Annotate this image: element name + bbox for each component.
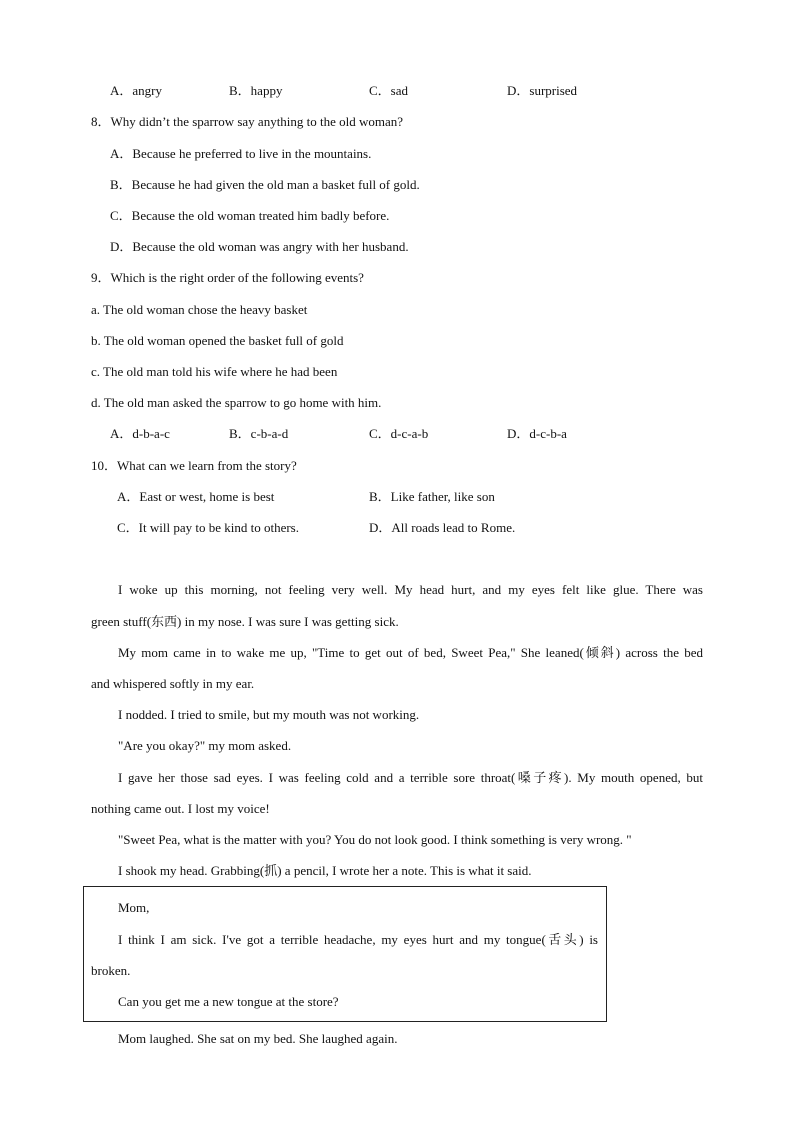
q8-option-c: C．Because the old woman treated him badly before. [110, 208, 390, 223]
passage-p7: I shook my head. Grabbing(抓) a pencil, I wrote her a note. This is what it said. [118, 863, 532, 878]
passage-p2-line2: and whispered softly in my ear. [91, 676, 255, 691]
q8-question: 8．Why didn’t the sparrow say anything to the old woman? [91, 114, 404, 129]
q9-question: 9．Which is the right order of the following events? [91, 270, 364, 285]
q10-option-d: D．All roads lead to Rome. [369, 520, 516, 535]
passage-p5-line2: nothing came out. I lost my voice! [91, 801, 270, 816]
q9-event-b: b. The old woman opened the basket full of gold [91, 333, 344, 348]
q10-question: 10．What can we learn from the story? [91, 458, 297, 473]
passage-p2-line1: My mom came in to wake me up, "Time to get out of bed, Sweet Pea," She leaned(倾斜) across the bed [118, 645, 703, 660]
q7-option-d: D．surprised [507, 83, 578, 98]
q8-option-a: A．Because he preferred to live in the mountains. [110, 146, 372, 161]
q9-option-d: D．d-c-b-a [507, 426, 567, 441]
passage-p6: "Sweet Pea, what is the matter with you? You do not look good. I think something is very wrong. " [118, 832, 632, 847]
q10-option-c: C．It will pay to be kind to others. [117, 520, 299, 535]
passage-p1-line1: I woke up this morning, not feeling very well. My head hurt, and my eyes felt like glue. There was [118, 582, 703, 597]
q7-option-c: C．sad [369, 83, 409, 98]
q8-option-d: D．Because the old woman was angry with her husband. [110, 239, 409, 254]
passage-p3: I nodded. I tried to smile, but my mouth was not working. [118, 707, 420, 722]
q9-event-a: a. The old woman chose the heavy basket [91, 302, 308, 317]
q9-option-c: C．d-c-a-b [369, 426, 429, 441]
q10-option-b: B．Like father, like son [369, 489, 495, 504]
q9-option-a: A．d-b-a-c [110, 426, 170, 441]
q7-option-a: A．angry [110, 83, 162, 98]
passage-p4: "Are you okay?" my mom asked. [118, 738, 292, 753]
note-line1: I think I am sick. I've got a terrible headache, my eyes hurt and my tongue(舌头) is [118, 932, 598, 947]
q7-option-b: B．happy [229, 83, 283, 98]
note-greeting: Mom, [118, 900, 150, 915]
q9-event-d: d. The old man asked the sparrow to go home with him. [91, 395, 382, 410]
q9-option-b: B．c-b-a-d [229, 426, 289, 441]
passage-p8: Mom laughed. She sat on my bed. She laughed again. [118, 1031, 398, 1046]
q8-option-b: B．Because he had given the old man a basket full of gold. [110, 177, 420, 192]
note-line2: broken. [91, 963, 131, 978]
q10-option-a: A．East or west, home is best [117, 489, 275, 504]
q9-event-c: c. The old man told his wife where he had been [91, 364, 338, 379]
passage-p1-line2: green stuff(东西) in my nose. I was sure I was getting sick. [91, 614, 399, 629]
passage-p5-line1: I gave her those sad eyes. I was feeling cold and a terrible sore throat(嗓子疼). My mouth opened, but [118, 770, 703, 785]
note-line3: Can you get me a new tongue at the store? [118, 994, 339, 1009]
